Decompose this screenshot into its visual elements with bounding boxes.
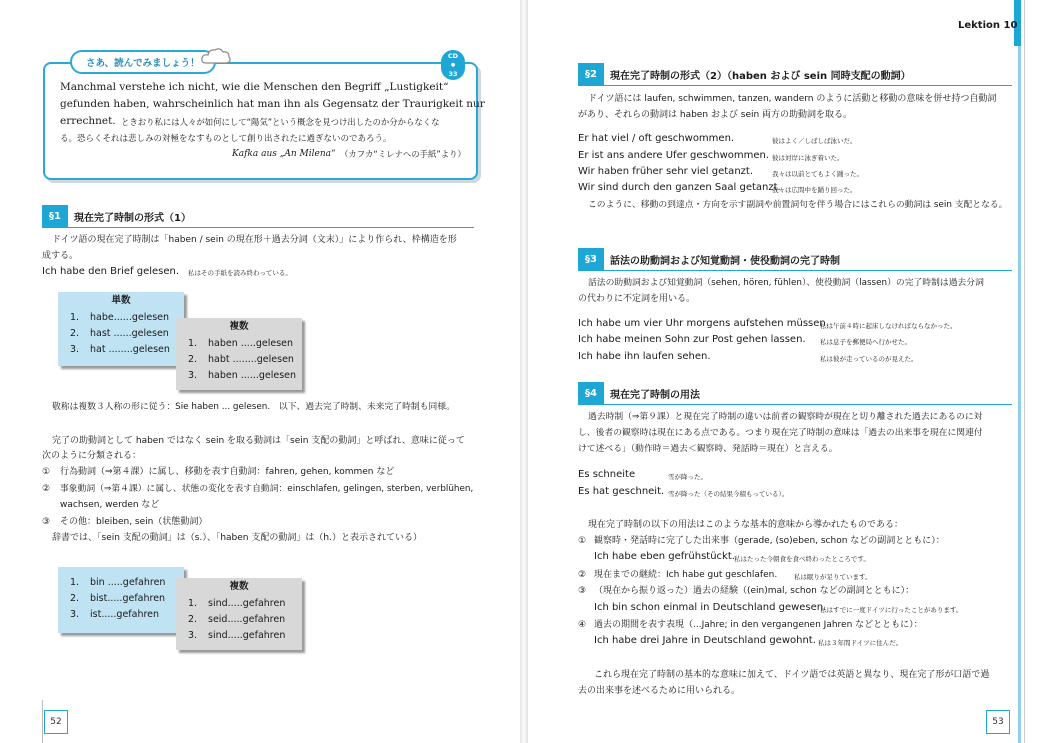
s2-paragraph-2: があり、それらの動詞は haben および sein 両方の助動詞を取る。 <box>578 110 853 120</box>
s4-closing-1: これら現在完了時制の基本的な意味に加えて、ドイツ語では英語と異なり、現在完了形が口語で過 <box>594 670 990 680</box>
s4-use-3-text: （現在から振り返った）過去の経験（(ein)mal, schon などの副詞とともに）： <box>594 586 915 596</box>
table-row: 2. seid.....gefahren <box>188 614 286 625</box>
s1-paragraph-1a: ドイツ語の現在完了時制は「haben / sein の現在形＋過去分詞（文末）」により作られ、枠構造を形 <box>52 235 457 245</box>
s4-use-4-text: 過去の期間を表す表現（...Jahre; in den vergangenen Jahren などとともに）： <box>594 620 923 630</box>
cd-track-number: 33 <box>448 70 458 78</box>
table-row: 3. ist.....gefahren <box>70 609 160 620</box>
table-row: 2. bist.....gefahren <box>70 593 166 604</box>
s2-example-3-german: Wir haben früher sehr viel getanzt. <box>578 166 753 177</box>
s1-paragraph-1b: 成する。 <box>42 251 79 261</box>
s2-example-2-german: Er ist ans andere Ufer geschwommen. <box>578 150 770 161</box>
page-number-left: 52 <box>44 710 68 734</box>
s1-paragraph-2b: 次のように分類される： <box>42 451 142 461</box>
s4-example-2-japanese: 雪が降った（その結果今積もっている）。 <box>668 490 789 498</box>
section-1-heading <box>42 205 191 227</box>
table-row: 3. haben ......gelesen <box>188 370 297 381</box>
s4-example-2-german: Es hat geschneit. <box>578 486 665 497</box>
s2-example-4-japanese: 我々は広間中を踊り回った。 <box>772 186 857 194</box>
s4-closing-2: 去の出来事を述べるために用いられる。 <box>578 686 741 696</box>
s1-example-japanese: 私はその手紙を読み終わっている。 <box>188 269 292 277</box>
s4-paragraph-3: けて述べる」（動作時＝過去＜観察時、発話時＝現在）と言える。 <box>578 444 838 454</box>
s4-use-1-text: 観察時・発話時に完了した出来事（gerade, (so)eben, schon などの副詞とともに）： <box>594 536 945 546</box>
table-header: 複数 <box>229 581 249 592</box>
reading-source-author: Kafka aus „An Milena“ <box>232 149 336 159</box>
haben-singular-table <box>58 292 184 366</box>
s2-example-4-german: Wir sind durch den ganzen Saal getanzt. <box>578 182 781 193</box>
section-3-title: 話法の助動詞および知覚動詞・使役動詞の完了時制 <box>610 255 840 267</box>
table-header: 複数 <box>229 321 249 332</box>
s4-use-2-text: 現在までの継続：Ich habe gut geschlafen. <box>594 570 778 580</box>
s2-example-3-japanese: 我々は以前とてもよく踊った。 <box>772 170 863 178</box>
cd-label: CD <box>447 52 459 60</box>
s1-list-marker-2: ② <box>42 484 51 494</box>
reading-german-line-1: Manchmal verstehe ich nicht, wie die Menschen den Begriff „Lustigkeit“ <box>60 81 449 93</box>
reading-japanese-line-1: ときおり私には人々が如何にして“陽気”という概念を見つけ出したのか分からなくな <box>121 117 440 127</box>
s4-use-4-japanese: 私は３年間ドイツに住んだ。 <box>818 639 903 647</box>
cloud-icon <box>200 46 232 66</box>
s2-example-1-japanese: 彼はよく／しばしば泳いだ。 <box>772 137 857 145</box>
s4-paragraph-2: し、後者の観察時は現在にある点である。つまり現在完了時制の意味は「過去の出来事を現在に関連付 <box>578 428 983 438</box>
s4-paragraph-1: 過去時制（⇒第９課）と現在完了時制の違いは前者の観察時が現在と切り離された過去にあるのに対 <box>588 412 983 422</box>
s4-use-4-marker: ④ <box>578 620 587 630</box>
sein-plural-table <box>176 578 302 650</box>
s1-list-marker-1: ① <box>42 467 51 477</box>
s3-paragraph-1: 話法の助動詞および知覚動詞（sehen, hören, fühlen）、使役動詞（lassen）の完了時制は過去分詞 <box>588 278 984 288</box>
left-page <box>0 0 520 743</box>
s1-list-item-2: 事象動詞（⇒第４課）に属し、状態の変化を表す自動詞：einschlafen, gelingen, sterben, verblühen, <box>60 484 474 494</box>
section-1-title: 現在完了時制の形式（1） <box>74 212 191 224</box>
table-row: 1. sind.....gefahren <box>188 598 286 609</box>
s1-example-german: Ich habe den Brief gelesen. <box>42 266 180 277</box>
s3-example-3-german: Ich habe ihn laufen sehen. <box>578 351 711 362</box>
s4-use-3-japanese: 私はすでに一度ドイツに行ったことがあります。 <box>820 606 963 614</box>
cd-dot-icon: ● <box>450 62 456 68</box>
page-edge-line <box>1024 0 1025 743</box>
s2-paragraph-1: ドイツ語には laufen, schwimmen, tanzen, wandern のように活動と移動の意味を併せ持つ自動詞 <box>588 94 997 104</box>
s2-example-1-german: Er hat viel / oft geschwommen. <box>578 133 735 144</box>
s4-example-1-german: Es schneite <box>578 469 636 480</box>
table-row: 2. habt ........gelesen <box>188 354 294 365</box>
s4-use-4-german: Ich habe drei Jahre in Deutschland gewohnt. <box>594 635 816 646</box>
s1-list-marker-3: ③ <box>42 517 51 527</box>
section-4-rule <box>578 404 1012 405</box>
s2-paragraph-3: このように、移動の到達点・方向を示す副詞や前置詞句を伴う場合にはこれらの動詞は sein 支配となる。 <box>588 200 1008 210</box>
section-4-number: §4 <box>578 382 604 404</box>
s4-use-2-marker: ② <box>578 570 587 580</box>
reading-german-line-2: gefunden haben, wahrscheinlich hat man ihn als Gegensatz der Traurigkeit nur <box>60 98 485 110</box>
s1-list-item-2-cont: wachsen, werden など <box>60 500 160 510</box>
s3-paragraph-2: の代わりに不定詞を用いる。 <box>578 294 696 304</box>
s1-paragraph-2a: 完了の助動詞として haben ではなく sein を取る動詞は「sein 支配の動詞」と呼ばれ、意味に従って <box>52 436 465 446</box>
section-2-title: 現在完了時制の形式（2）（haben および sein 同時支配の動詞） <box>610 70 911 82</box>
table-row: 1. haben .....gelesen <box>188 338 294 349</box>
section-4-title: 現在完了時制の用法 <box>610 389 700 401</box>
section-2-heading <box>578 63 911 85</box>
book-gutter <box>520 0 528 743</box>
section-4-heading <box>578 382 700 404</box>
cd-track-badge <box>441 50 465 80</box>
reading-source-japanese: （カフカ“ミレナへの手紙”より） <box>340 149 466 159</box>
running-header: Lektion 10 <box>958 20 1018 31</box>
s3-example-3-japanese: 私は彼が走っているのが見えた。 <box>820 355 918 363</box>
s1-note: 敬称は複数３人称の形に従う：Sie haben ... gelesen. 以下、過去完了時制、未来完了時制も同様。 <box>52 402 455 412</box>
s4-use-2-japanese: 私は眠りが足りています。 <box>794 573 872 581</box>
page-edge-line <box>42 700 43 743</box>
table-row: 1. bin .....gefahren <box>70 577 166 588</box>
s1-list-item-3: その他：bleiben, sein（状態動詞） <box>60 517 208 527</box>
right-page <box>528 0 1053 743</box>
reading-bubble: さあ、読んでみましょう！ <box>70 50 216 74</box>
haben-plural-table <box>176 318 302 390</box>
s3-example-1-japanese: 私は午前４時に起床しなければならなかった。 <box>820 322 957 330</box>
sein-singular-table <box>58 567 184 633</box>
s4-example-1-japanese: 雪が降った。 <box>668 473 707 481</box>
s3-example-2-german: Ich habe meinen Sohn zur Post gehen lassen. <box>578 334 806 345</box>
table-row: 3. sind.....gefahren <box>188 630 286 641</box>
s2-example-2-japanese: 彼は対岸に泳ぎ着いた。 <box>772 154 844 162</box>
table-row: 2. hast ......gelesen <box>70 328 169 339</box>
section-3-heading <box>578 248 840 270</box>
s1-dictionary-note: 辞書では、「sein 支配の動詞」は（s.）、「haben 支配の動詞」は（h.）と表示されている） <box>52 533 422 543</box>
page-number-right: 53 <box>986 710 1010 734</box>
s3-example-1-german: Ich habe um vier Uhr morgens aufstehen müssen. <box>578 318 829 329</box>
s4-use-1-german: Ich habe eben gefrühstückt. <box>594 551 735 562</box>
section-2-number: §2 <box>578 63 604 85</box>
section-3-number: §3 <box>578 248 604 270</box>
s4-use-1-marker: ① <box>578 536 587 546</box>
section-1-number: §1 <box>42 205 68 227</box>
s4-use-3-german: Ich bin schon einmal in Deutschland gewesen. <box>594 602 827 613</box>
s4-use-3-marker: ③ <box>578 586 587 596</box>
section-2-rule <box>578 85 1012 86</box>
section-1-rule <box>42 227 474 228</box>
reading-japanese-line-2: る。恐らくそれは悲しみの対極をなすものとして創り出されたに過ぎないのであろう。 <box>60 134 392 144</box>
reading-german-line-3: errechnet. <box>60 115 116 127</box>
table-row: 3. hat ........gelesen <box>70 344 170 355</box>
s4-use-1-japanese: 私はたった今朝食を食べ終わったところです。 <box>734 555 870 563</box>
section-3-rule <box>578 270 1012 271</box>
s1-list-item-1: 行為動詞（⇒第４課）に属し、移動を表す自動詞：fahren, gehen, kommen など <box>60 467 395 477</box>
table-row: 1. habe......gelesen <box>70 312 170 323</box>
s4-intro: 現在完了時制の以下の用法はこのような基本的意味から導かれたものである： <box>588 520 904 530</box>
s3-example-2-japanese: 私は息子を郵便局へ行かせた。 <box>820 338 911 346</box>
page-edge-stripe <box>1018 0 1021 743</box>
table-header: 単数 <box>111 295 131 306</box>
